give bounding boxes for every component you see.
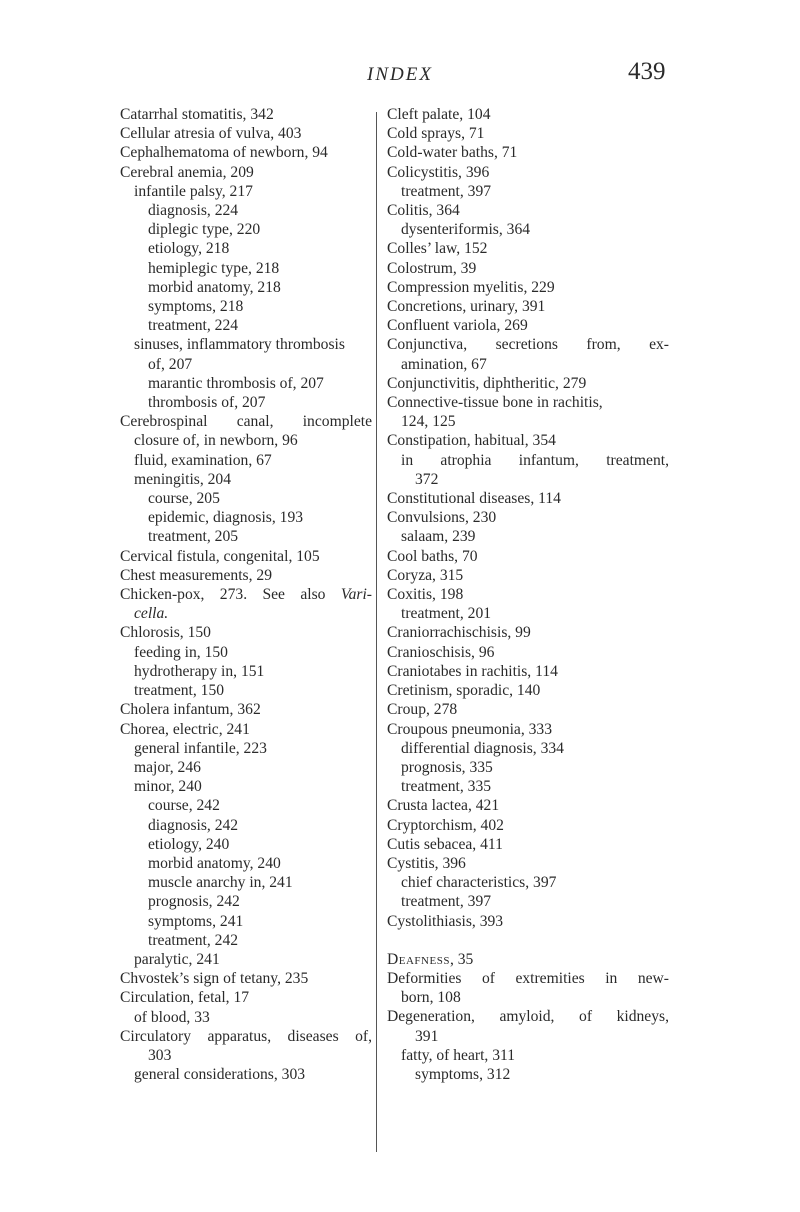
index-entry: Cellular atresia of vulva, 403 — [120, 125, 302, 143]
index-entry: in atrophia infantum, treatment, — [401, 451, 669, 469]
index-entry: Cerebrospinal canal, incomplete — [120, 413, 372, 431]
index-entry: Circulatory apparatus, diseases of, — [120, 1027, 372, 1045]
index-entry: closure of, in newborn, 96 — [134, 432, 298, 450]
index-entry: treatment, 242 — [148, 931, 239, 949]
index-entry: symptoms, 218 — [148, 298, 244, 316]
index-entry: treatment, 205 — [148, 528, 239, 546]
index-entry: Cutis sebacea, 411 — [387, 835, 503, 853]
index-gap — [387, 931, 669, 950]
index-entry: Catarrhal stomatitis, 342 — [120, 106, 274, 123]
index-entry: Coxitis, 198 — [387, 586, 464, 604]
index-entry: hemiplegic type, 218 — [148, 259, 280, 277]
index-entry: Deformities of extremities in new- — [387, 969, 669, 987]
running-title: INDEX — [367, 64, 433, 85]
index-entry: Cephalhematoma of newborn, 94 — [120, 144, 328, 162]
index-entry: prognosis, 242 — [148, 893, 240, 911]
index-entry: treatment, 150 — [134, 682, 225, 700]
index-entry: Confluent variola, 269 — [387, 317, 528, 335]
index-entry: Chlorosis, 150 — [120, 624, 211, 642]
index-entry: Conjunctiva, secretions from, ex- — [387, 336, 669, 354]
index-entry: Cervical fistula, congenital, 105 — [120, 547, 320, 565]
index-entry: Colostrum, 39 — [387, 259, 477, 277]
index-entry: Cold-water baths, 71 — [387, 144, 518, 162]
index-entry: Constipation, habitual, 354 — [387, 432, 556, 450]
index-entry: Coryza, 315 — [387, 566, 464, 584]
index-entry: amination, 67 — [401, 355, 487, 373]
index-entry: fluid, examination, 67 — [134, 451, 272, 469]
index-entry: course, 242 — [148, 797, 220, 815]
index-entry: symptoms, 312 — [415, 1065, 511, 1083]
index-entry: muscle anarchy in, 241 — [148, 874, 293, 892]
index-entry: Convulsions, 230 — [387, 509, 497, 527]
index-entry: Deafness, 35 — [387, 950, 474, 968]
index-entry: treatment, 224 — [148, 317, 239, 335]
index-entry: Colles’ law, 152 — [387, 240, 488, 258]
index-entry: etiology, 240 — [148, 835, 230, 853]
index-entry: born, 108 — [401, 989, 461, 1007]
index-entry: course, 205 — [148, 490, 220, 508]
index-entry: cella. — [134, 605, 169, 623]
index-entry: diagnosis, 242 — [148, 816, 239, 834]
index-entry: Cretinism, sporadic, 140 — [387, 682, 541, 700]
index-entry: 303 — [148, 1046, 172, 1064]
index-entry: minor, 240 — [134, 778, 202, 796]
index-entry: Constitutional diseases, 114 — [387, 490, 561, 508]
index-entry: differential diagnosis, 334 — [401, 739, 564, 757]
index-entry: treatment, 397 — [401, 893, 492, 911]
index-entry: Cranioschisis, 96 — [387, 643, 495, 661]
index-entry: of blood, 33 — [134, 1008, 210, 1026]
index-entry: salaam, 239 — [401, 528, 476, 546]
index-entry: Cystitis, 396 — [387, 854, 466, 872]
index-entry: Chvostek’s sign of tetany, 235 — [120, 970, 309, 988]
index-entry: general infantile, 223 — [134, 739, 267, 757]
index-entry: Chorea, electric, 241 — [120, 720, 250, 738]
index-entry: Cold sprays, 71 — [387, 125, 485, 143]
index-entry: chief characteristics, 397 — [401, 874, 557, 892]
index-entry: marantic thrombosis of, 207 — [148, 374, 324, 392]
index-entry: epidemic, diagnosis, 193 — [148, 509, 304, 527]
index-entry: meningitis, 204 — [134, 470, 232, 488]
index-entry: treatment, 397 — [401, 182, 492, 200]
index-entry: dysenteriformis, 364 — [401, 221, 531, 239]
index-entry: Cholera infantum, 362 — [120, 701, 261, 719]
index-entry: fatty, of heart, 311 — [401, 1046, 516, 1064]
page-header — [0, 58, 800, 88]
index-entry: Connective-tissue bone in rachitis, — [387, 394, 603, 412]
index-entry: Compression myelitis, 229 — [387, 278, 555, 296]
index-entry: infantile palsy, 217 — [134, 182, 253, 200]
index-entry: 124, 125 — [401, 413, 456, 431]
index-entry: treatment, 201 — [401, 605, 492, 623]
index-entry: Colitis, 364 — [387, 202, 460, 220]
index-entry: Concretions, urinary, 391 — [387, 298, 546, 316]
index-entry: Craniotabes in rachitis, 114 — [387, 662, 558, 680]
index-entry: paralytic, 241 — [134, 950, 220, 968]
index-entry: general considerations, 303 — [134, 1066, 306, 1084]
index-entry: Colicystitis, 396 — [387, 163, 490, 181]
index-entry: Craniorrachischisis, 99 — [387, 624, 531, 642]
index-entry: Crusta lactea, 421 — [387, 797, 500, 815]
index-entry: Cool baths, 70 — [387, 547, 478, 565]
index-entry: thrombosis of, 207 — [148, 394, 266, 412]
index-entry: of, 207 — [148, 355, 193, 373]
index-entry: Cryptorchism, 402 — [387, 816, 504, 834]
index-entry: Croupous pneumonia, 333 — [387, 720, 553, 738]
index-column-right — [387, 105, 669, 1084]
index-entry: morbid anatomy, 218 — [148, 278, 281, 296]
index-entry: feeding in, 150 — [134, 643, 228, 661]
index-entry: Circulation, fetal, 17 — [120, 989, 250, 1007]
page-number: 439 — [628, 58, 666, 85]
index-entry: symptoms, 241 — [148, 912, 244, 930]
index-entry: Conjunctivitis, diphtheritic, 279 — [387, 374, 587, 392]
index-entry: Chest measurements, 29 — [120, 566, 273, 584]
index-entry: Cystolithiasis, 393 — [387, 912, 504, 930]
index-entry: sinuses, inflammatory thrombosis — [134, 336, 345, 354]
index-entry: morbid anatomy, 240 — [148, 854, 281, 872]
index-entry: treatment, 335 — [401, 778, 492, 796]
index-entry: Cerebral anemia, 209 — [120, 163, 254, 181]
index-entry: 372 — [415, 470, 439, 488]
index-entry: Cleft palate, 104 — [387, 106, 491, 123]
index-entry: hydrotherapy in, 151 — [134, 662, 265, 680]
index-entry: diagnosis, 224 — [148, 202, 239, 220]
index-entry: diplegic type, 220 — [148, 221, 261, 239]
index-entry: 391 — [415, 1027, 439, 1045]
index-entry: major, 246 — [134, 758, 201, 776]
index-entry: Degeneration, amyloid, of kidneys, — [387, 1008, 669, 1026]
index-entry: etiology, 218 — [148, 240, 230, 258]
index-entry: prognosis, 335 — [401, 758, 493, 776]
column-divider — [376, 112, 377, 1152]
index-entry: Croup, 278 — [387, 701, 458, 719]
index-entry: Chicken-pox, 273. See also Vari- — [120, 586, 372, 604]
